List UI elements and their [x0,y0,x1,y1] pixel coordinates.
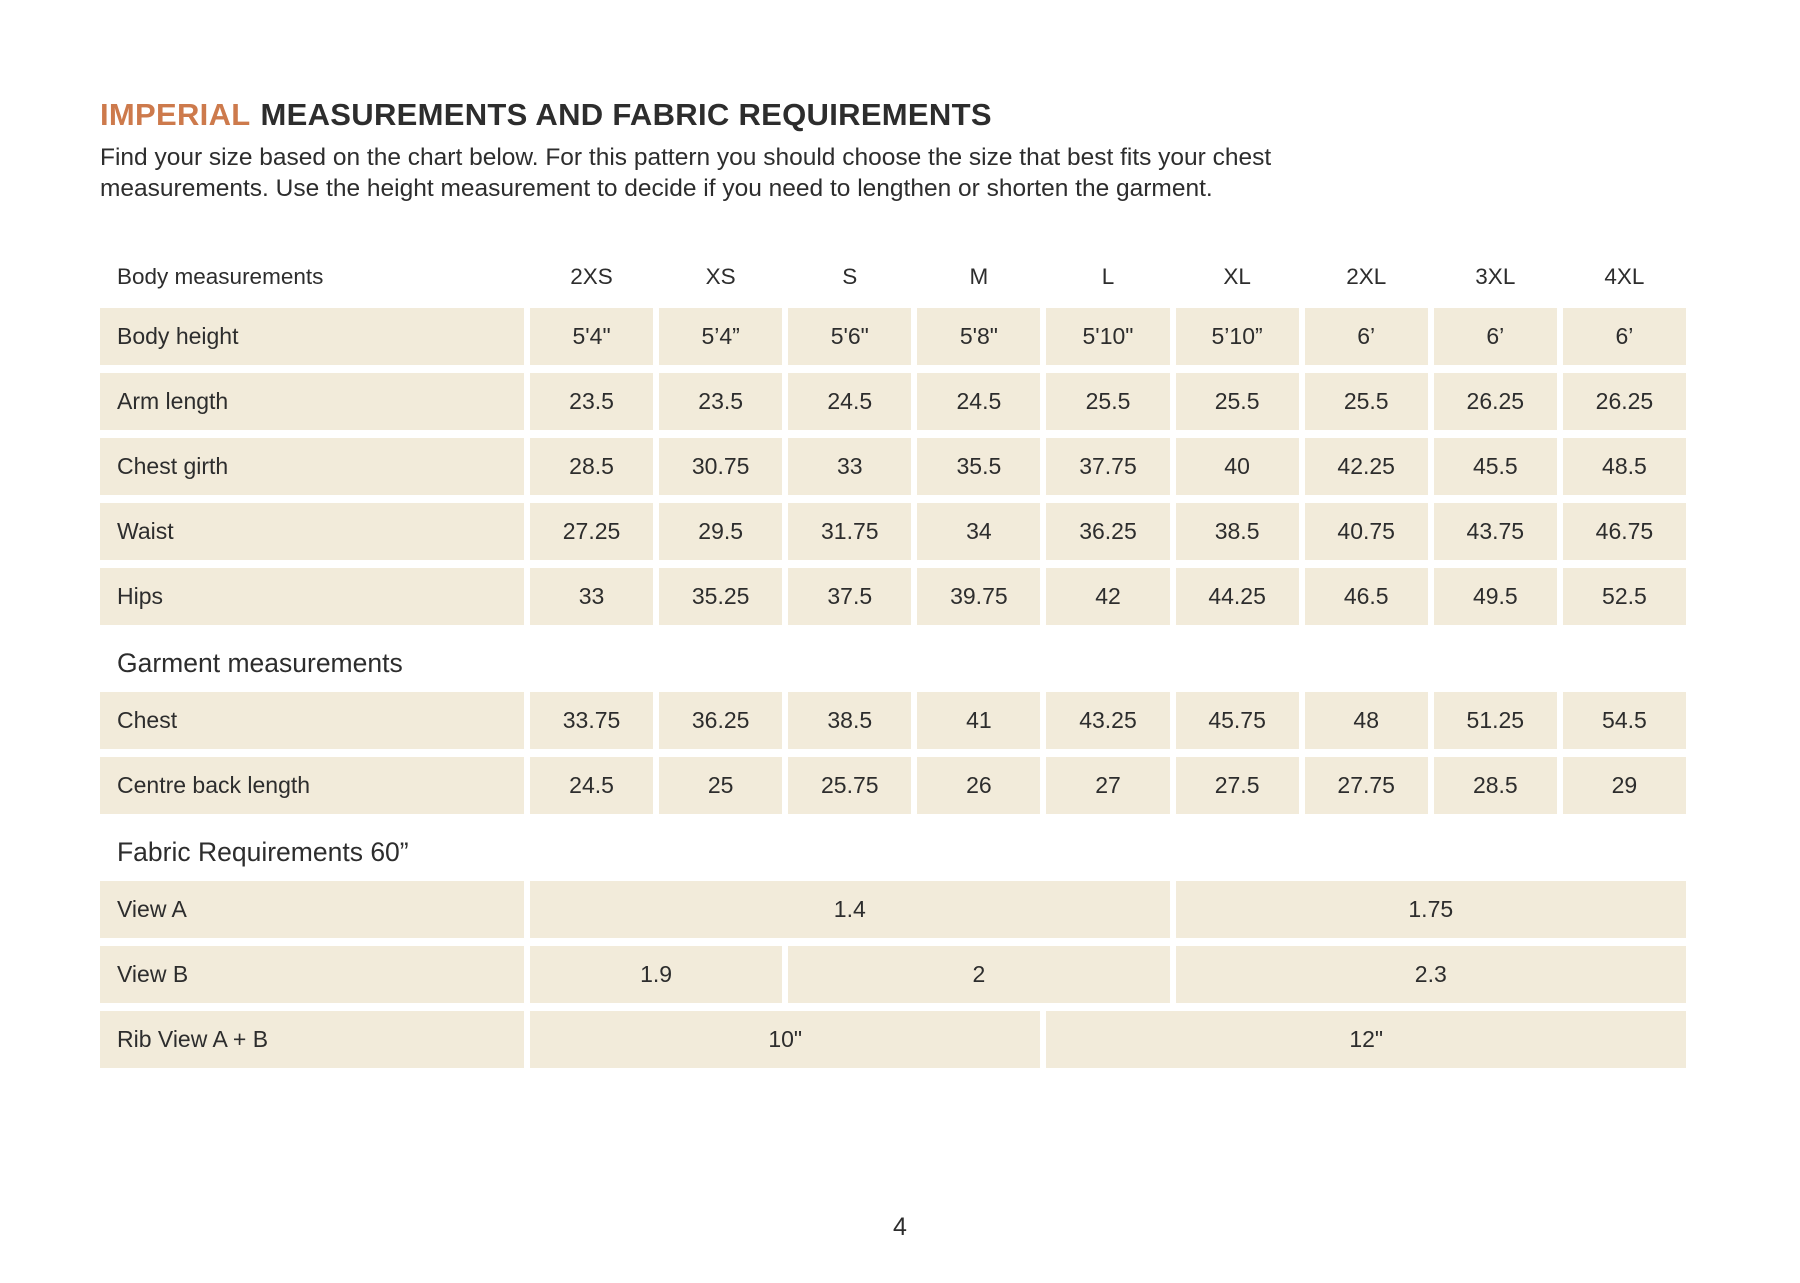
table-cell: 40.75 [1305,503,1428,560]
table-cell: 25.5 [1176,373,1299,430]
fabric-merged-cell: 1.4 [530,881,1170,938]
table-cell: 51.25 [1434,692,1557,749]
fabric-merged-cell: 2 [788,946,1169,1003]
row-label-body-height: Body height [100,308,524,365]
table-cell: 27.5 [1176,757,1299,814]
table-cell: 46.5 [1305,568,1428,625]
table-cell: 42 [1046,568,1169,625]
row-label-hips: Hips [100,568,524,625]
column-header-body-measurements: Body measurements [117,264,324,289]
table-cell: 45.75 [1176,692,1299,749]
table-cell: 43.75 [1434,503,1557,560]
table-cell: 28.5 [1434,757,1557,814]
table-cell: 44.25 [1176,568,1299,625]
measurement-table [100,254,1686,1068]
table-cell: 35.5 [917,438,1040,495]
table-cell: 29 [1563,757,1686,814]
table-cell: 6’ [1305,308,1428,365]
table-cell: 29.5 [659,503,782,560]
table-cell: 5’4” [659,308,782,365]
fabric-merged-cell: 1.9 [530,946,782,1003]
table-cell: 6’ [1563,308,1686,365]
column-header-size-xl: XL [1223,264,1251,289]
table-cell: 38.5 [1176,503,1299,560]
table-cell: 33 [530,568,653,625]
table-cell: 5'4" [530,308,653,365]
row-label-chest-girth: Chest girth [100,438,524,495]
table-cell: 28.5 [530,438,653,495]
page-title [100,97,1686,133]
table-cell: 26 [917,757,1040,814]
table-cell: 30.75 [659,438,782,495]
table-cell: 35.25 [659,568,782,625]
table-cell: 38.5 [788,692,911,749]
table-cell: 48.5 [1563,438,1686,495]
row-label-view-b: View B [100,946,524,1003]
table-cell: 25.5 [1046,373,1169,430]
section-garment-measurements: Garment measurements [100,633,1686,684]
table-cell: 48 [1305,692,1428,749]
column-header-size-2xs: 2XS [570,264,613,289]
table-cell: 24.5 [530,757,653,814]
table-cell: 33.75 [530,692,653,749]
page-number: 4 [893,1213,907,1241]
section-fabric-requirements: Fabric Requirements 60” [100,822,1686,873]
table-cell: 33 [788,438,911,495]
table-cell: 5'6" [788,308,911,365]
table-cell: 37.75 [1046,438,1169,495]
table-cell: 23.5 [530,373,653,430]
table-cell: 41 [917,692,1040,749]
row-label-centre-back-length: Centre back length [100,757,524,814]
table-cell: 39.75 [917,568,1040,625]
table-cell: 36.25 [1046,503,1169,560]
row-label-arm-length: Arm length [100,373,524,430]
table-cell: 54.5 [1563,692,1686,749]
table-cell: 37.5 [788,568,911,625]
table-cell: 26.25 [1434,373,1557,430]
table-cell: 42.25 [1305,438,1428,495]
fabric-merged-cell: 10" [530,1011,1040,1068]
table-cell: 5'10" [1046,308,1169,365]
column-header-size-3xl: 3XL [1475,264,1516,289]
row-label-chest: Chest [100,692,524,749]
table-cell: 36.25 [659,692,782,749]
table-cell: 45.5 [1434,438,1557,495]
fabric-merged-cell: 2.3 [1176,946,1686,1003]
table-cell: 24.5 [788,373,911,430]
table-cell: 5’10” [1176,308,1299,365]
table-cell: 43.25 [1046,692,1169,749]
table-cell: 24.5 [917,373,1040,430]
column-header-size-4xl: 4XL [1604,264,1645,289]
table-cell: 25.75 [788,757,911,814]
table-cell: 6’ [1434,308,1557,365]
column-header-size-s: S [842,264,858,289]
page-title-rest: MEASUREMENTS AND FABRIC REQUIREMENTS [260,97,992,132]
table-cell: 26.25 [1563,373,1686,430]
table-cell: 27 [1046,757,1169,814]
table-cell: 5'8" [917,308,1040,365]
table-cell: 46.75 [1563,503,1686,560]
fabric-merged-cell: 12" [1046,1011,1686,1068]
row-label-rib-view-a-b: Rib View A + B [100,1011,524,1068]
fabric-merged-cell: 1.75 [1176,881,1686,938]
table-cell: 25 [659,757,782,814]
table-cell: 31.75 [788,503,911,560]
table-cell: 52.5 [1563,568,1686,625]
table-cell: 27.25 [530,503,653,560]
column-header-size-m: M [969,264,989,289]
row-label-view-a: View A [100,881,524,938]
column-header-size-2xl: 2XL [1346,264,1387,289]
table-cell: 25.5 [1305,373,1428,430]
document-page [100,0,1686,1068]
table-cell: 40 [1176,438,1299,495]
table-cell: 23.5 [659,373,782,430]
column-header-size-xs: XS [705,264,736,289]
page-title-accent: IMPERIAL [100,97,251,132]
table-cell: 27.75 [1305,757,1428,814]
column-header-size-l: L [1101,264,1115,289]
row-label-waist: Waist [100,503,524,560]
table-cell: 34 [917,503,1040,560]
intro-text: Find your size based on the chart below. For this pattern you should choose the size that best fits your chest measurements. Use the height measurement to decide if you need to lengthen or shorten the garment. [100,144,1272,202]
table-cell: 49.5 [1434,568,1557,625]
